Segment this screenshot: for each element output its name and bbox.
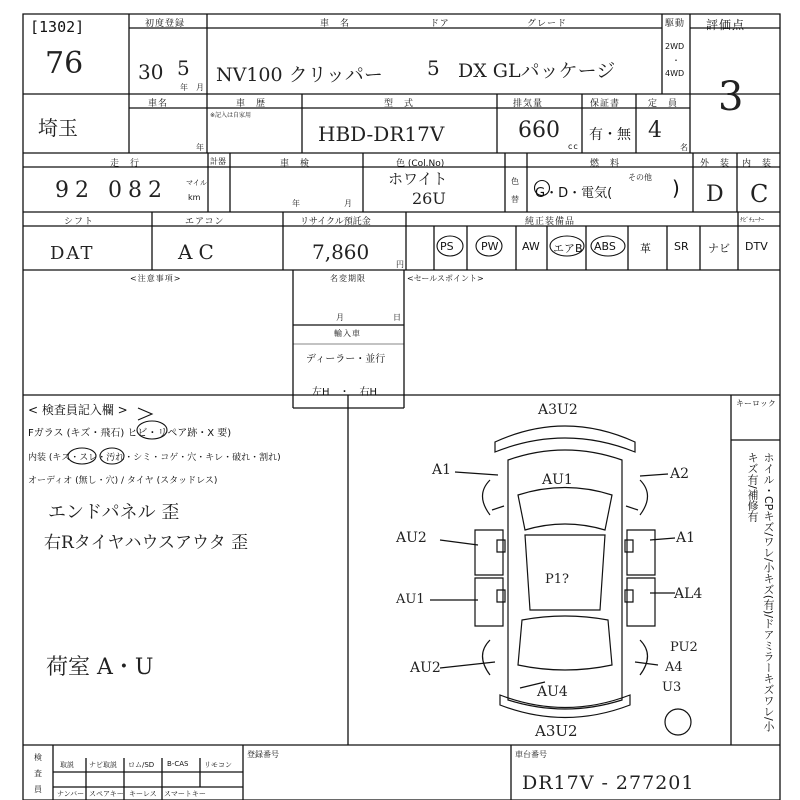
seat-count: 4 — [648, 118, 662, 143]
footer-inspector-2: 査 — [34, 769, 43, 778]
footer-navi-manual: ナビ取説 — [89, 761, 117, 769]
footer-inspector-1: 検 — [34, 753, 43, 762]
label-year: 年 — [180, 83, 189, 92]
label-name-change: 名変期限 — [330, 274, 366, 283]
inspection-year: 年 — [292, 199, 301, 208]
label-door: ドア — [430, 19, 450, 29]
diagram-label-u3: U3 — [662, 680, 682, 695]
evaluation-score: 3 — [718, 74, 744, 120]
equip-leather: 革 — [640, 242, 651, 255]
warranty-value: 有・無 — [589, 127, 631, 143]
equip-sunroof: SR — [674, 240, 689, 253]
equip-navi: ナビ — [708, 242, 730, 255]
label-shift: シフト — [64, 217, 95, 227]
label-drive: 駆動 — [665, 19, 686, 29]
diagram-label-a4-right: A4 — [665, 660, 683, 675]
fuel-other: その他 — [628, 173, 652, 182]
exterior-grade: D — [706, 182, 724, 207]
fuel-close: ) — [672, 176, 680, 200]
grade-value: DX GLパッケージ — [458, 60, 616, 82]
label-grade: グレード — [527, 19, 568, 29]
label-color-change-2: 替 — [511, 195, 520, 204]
label-chassis-number: 車台番号 — [515, 750, 547, 759]
diagram-label-a1-right: A1 — [676, 530, 696, 546]
footer-keyless: キーレス — [129, 790, 157, 798]
footer-remote: リモコン — [204, 761, 232, 769]
label-import: 輸入車 — [334, 329, 361, 338]
equip-ps: PS — [440, 240, 454, 253]
diagram-label-au1-left: AU1 — [396, 592, 425, 607]
handle-value: 左H ・ 右H — [312, 387, 378, 398]
interior-grade: C — [750, 180, 769, 208]
diagram-label-au1: AU1 — [542, 472, 573, 488]
aircon-value: AC — [178, 240, 220, 264]
import-value: ディーラー・並行 — [306, 354, 386, 365]
label-notes: <注意事項> — [130, 274, 182, 283]
color-value: ホワイト — [388, 170, 448, 188]
diagram-label-top: A3U2 — [538, 402, 578, 418]
fuel-g-circle — [533, 179, 551, 197]
label-month: 月 — [196, 83, 205, 92]
label-registration-number: 登録番号 — [247, 750, 279, 759]
label-car-name-2: 車名 — [148, 99, 169, 109]
name-change-month: 月 — [336, 313, 345, 322]
color-code: 26U — [412, 189, 446, 208]
footer-manual: 取説 — [60, 761, 74, 769]
equip-abs: ABS — [594, 240, 616, 253]
lot-number: [1302] — [30, 18, 85, 36]
displacement: 660 — [518, 118, 560, 143]
label-recycle: リサイクル預託金 — [300, 217, 371, 227]
label-history-year: 年 — [196, 143, 205, 152]
label-history-sub: ※記入は自家用 — [210, 112, 252, 119]
label-aircon: エアコン — [185, 217, 225, 227]
equip-airbag: エアB — [553, 242, 583, 255]
diagram-label-au2-bottom: AU2 — [410, 660, 441, 676]
inspection-month: 月 — [344, 199, 353, 208]
label-warranty: 保証書 — [590, 99, 621, 109]
equip-pw: PW — [481, 240, 499, 253]
inspector-line-glass: Fガラス (キズ・飛石) ヒビ・リペア跡・X 要) — [28, 428, 232, 439]
inspector-marks — [20, 400, 350, 490]
lot-number-large: 76 — [45, 46, 84, 81]
diagram-label-p1: P1? — [545, 572, 569, 587]
seat-unit: 名 — [680, 143, 689, 152]
drive-4wd: 4WD — [665, 69, 685, 78]
label-score: 評価点 — [706, 18, 746, 32]
label-nav-tuner: ﾅﾋﾞﾁｭｰﾅｰ — [740, 217, 765, 224]
recycle-value: 7,860 — [312, 240, 370, 264]
reg-year: 30 — [138, 60, 164, 84]
label-sales-point: <セールスポイント> — [407, 274, 484, 283]
equip-circles — [430, 228, 630, 268]
prefecture: 埼玉 — [38, 116, 78, 140]
label-interior: 内 装 — [742, 159, 773, 169]
label-model-code: 型 式 — [384, 99, 415, 109]
label-key-lock: キーロック — [736, 399, 776, 408]
model-code: HBD-DR17V — [318, 122, 445, 146]
footer-number-plate: ナンバー — [57, 790, 85, 798]
label-color: 色 (Col.No) — [396, 159, 445, 169]
diagram-label-a1-left: A1 — [432, 462, 452, 478]
label-car-name: 車 名 — [320, 19, 351, 29]
diagram-label-a2: A2 — [670, 466, 690, 482]
unit-km: km — [188, 193, 201, 202]
mileage-value: 92 082 — [55, 178, 168, 203]
diagram-label-al4: AL4 — [674, 586, 703, 602]
label-exterior: 外 装 — [700, 159, 731, 169]
label-color-change-1: 色 — [511, 177, 520, 186]
label-equipment: 純正装備品 — [525, 217, 576, 227]
unit-mile: マイル — [186, 179, 207, 187]
diagram-label-bottom: A3U2 — [535, 722, 578, 740]
label-history: 車 歴 — [236, 99, 267, 109]
drive-2wd: 2WD — [665, 42, 685, 51]
diagram-label-pu2: PU2 — [670, 640, 698, 655]
diagram-label-au4: AU4 — [537, 684, 568, 700]
footer-inspector-3: 員 — [34, 785, 43, 794]
displacement-unit: cc — [568, 142, 579, 151]
fuel-value: G・D・電気( — [535, 186, 613, 201]
door-count: 5 — [427, 56, 440, 80]
diagram-label-au2-left: AU2 — [396, 530, 427, 546]
inspector-note-3: 荷室 A・U — [46, 655, 154, 680]
footer-spare-key: スペアキー — [89, 790, 124, 798]
footer-bcas: B-CAS — [167, 760, 189, 768]
inspector-line-audio: オーディオ (無し・穴) / タイヤ (スタッドレス) — [28, 476, 218, 486]
equip-dtv: DTV — [745, 240, 768, 253]
label-inspection: 車 検 — [280, 159, 311, 169]
wheel-mirror-note: ホイル・CPキズ/ワレ/小キズ(有)/ドアミラーキズワレ/小キズ有/補修有 — [746, 452, 775, 732]
inspector-line-interior: 内装 (キズ・スレ・汚れ・シミ・コゲ・穴・キレ・破れ・割れ) — [28, 453, 281, 463]
label-displacement: 排気量 — [513, 99, 544, 109]
footer-rom-sd: ロム/SD — [128, 761, 155, 769]
label-meter: 計器 — [210, 157, 226, 166]
chassis-number: DR17V - 277201 — [522, 772, 695, 794]
equip-aw: AW — [522, 240, 540, 253]
reg-month: 5 — [177, 56, 190, 80]
inspector-title: < 検査員記入欄 > — [28, 403, 128, 417]
shift-value: DAT — [50, 243, 95, 264]
recycle-yen: 円 — [396, 260, 405, 269]
inspector-note-2: 右Rタイヤハウスアウタ 歪 — [44, 533, 249, 553]
car-name-value: NV100 クリッパー — [216, 64, 383, 86]
inspector-note-1: エンドパネル 歪 — [48, 502, 180, 523]
label-first-registration: 初度登録 — [145, 19, 186, 29]
drive-dot: ・ — [672, 56, 680, 65]
label-fuel: 燃 料 — [590, 159, 621, 169]
label-seats: 定 員 — [648, 99, 679, 109]
label-mileage: 走 行 — [110, 159, 141, 169]
name-change-day: 日 — [393, 313, 402, 322]
footer-smart-key: スマートキー — [164, 790, 206, 798]
